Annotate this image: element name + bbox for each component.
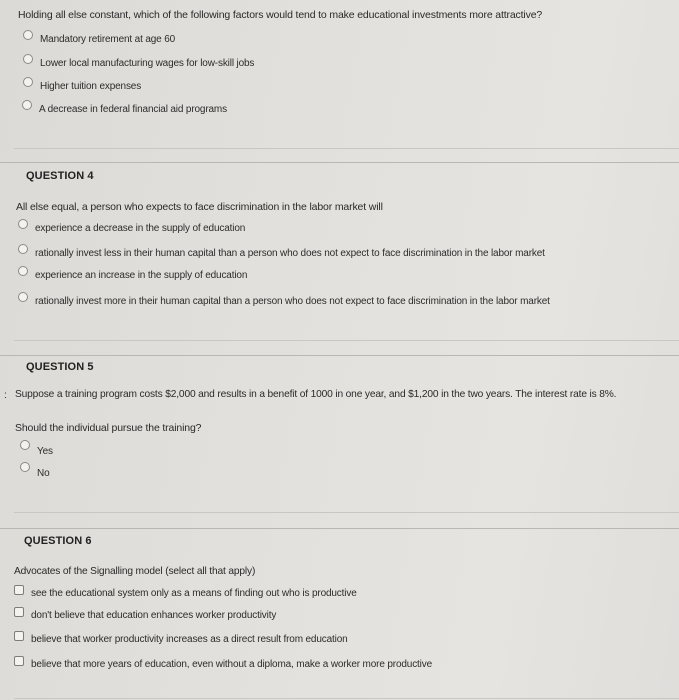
question-4-option-1[interactable]	[18, 223, 245, 234]
question-5-marker: :	[4, 389, 7, 401]
checkbox[interactable]	[14, 585, 24, 595]
question-5-subprompt: Should the individual pursue the training?	[15, 422, 202, 434]
option-label: Higher tuition expenses	[40, 81, 142, 92]
radio-button[interactable]	[18, 266, 28, 276]
question-3-prompt: Holding all else constant, which of the following factors would tend to make educational investments more attractive?	[18, 9, 543, 21]
radio-button[interactable]	[23, 77, 33, 87]
question-3-option-2[interactable]	[23, 58, 254, 69]
option-label: Yes	[37, 446, 53, 457]
question-5-option-yes[interactable]	[20, 444, 53, 457]
question-4-prompt: All else equal, a person who expects to face discrimination in the labor market will	[16, 201, 383, 213]
divider	[14, 512, 679, 513]
question-3-option-3[interactable]	[23, 81, 141, 92]
checkbox[interactable]	[14, 656, 24, 666]
question-6-heading: QUESTION 6	[24, 535, 92, 547]
checkbox[interactable]	[14, 631, 24, 641]
divider	[14, 340, 679, 341]
option-label: rationally invest less in their human capital than a person who does not expect to face discrimination in the labor market	[35, 248, 545, 259]
option-label: see the educational system only as a means of finding out who is productive	[31, 588, 357, 599]
question-4-heading: QUESTION 4	[26, 170, 94, 182]
radio-button[interactable]	[23, 54, 33, 64]
option-label: rationally invest more in their human capital than a person who does not expect to face discrimination in the labor market	[35, 296, 550, 307]
divider	[14, 698, 679, 699]
question-4-option-4[interactable]	[18, 296, 550, 307]
option-label: experience a decrease in the supply of education	[35, 223, 246, 234]
section-divider	[0, 162, 679, 163]
radio-button[interactable]	[20, 440, 30, 450]
question-6-option-1[interactable]	[14, 588, 357, 599]
radio-button[interactable]	[22, 100, 32, 110]
question-3-option-1[interactable]	[23, 34, 175, 45]
question-5-heading: QUESTION 5	[26, 361, 94, 373]
section-divider	[0, 355, 679, 356]
option-label: believe that more years of education, even without a diploma, make a worker more productive	[31, 659, 433, 670]
option-label: Mandatory retirement at age 60	[40, 34, 176, 45]
option-label: don't believe that education enhances worker productivity	[31, 610, 277, 621]
question-5-prompt: Suppose a training program costs $2,000 and results in a benefit of 1000 in one year, and $1,200 in the two years. The interest rate is 8%.	[15, 389, 617, 400]
question-5-option-no[interactable]	[20, 466, 49, 479]
question-6-option-4[interactable]	[14, 659, 432, 670]
question-4-option-3[interactable]	[18, 270, 247, 281]
option-label: No	[37, 468, 50, 479]
checkbox[interactable]	[14, 607, 24, 617]
question-6-option-2[interactable]	[14, 610, 276, 621]
option-label: Lower local manufacturing wages for low-skill jobs	[40, 58, 255, 69]
option-label: experience an increase in the supply of education	[35, 270, 248, 281]
section-divider	[0, 528, 679, 529]
question-4-option-2[interactable]	[18, 248, 545, 259]
question-6-option-3[interactable]	[14, 634, 348, 645]
radio-button[interactable]	[18, 244, 28, 254]
radio-button[interactable]	[23, 30, 33, 40]
radio-button[interactable]	[18, 219, 28, 229]
question-6-prompt: Advocates of the Signalling model (select all that apply)	[14, 566, 256, 577]
divider	[14, 148, 679, 149]
radio-button[interactable]	[18, 292, 28, 302]
question-3-option-4[interactable]	[22, 104, 227, 115]
radio-button[interactable]	[20, 462, 30, 472]
option-label: A decrease in federal financial aid programs	[39, 104, 227, 115]
option-label: believe that worker productivity increases as a direct result from education	[31, 634, 348, 645]
